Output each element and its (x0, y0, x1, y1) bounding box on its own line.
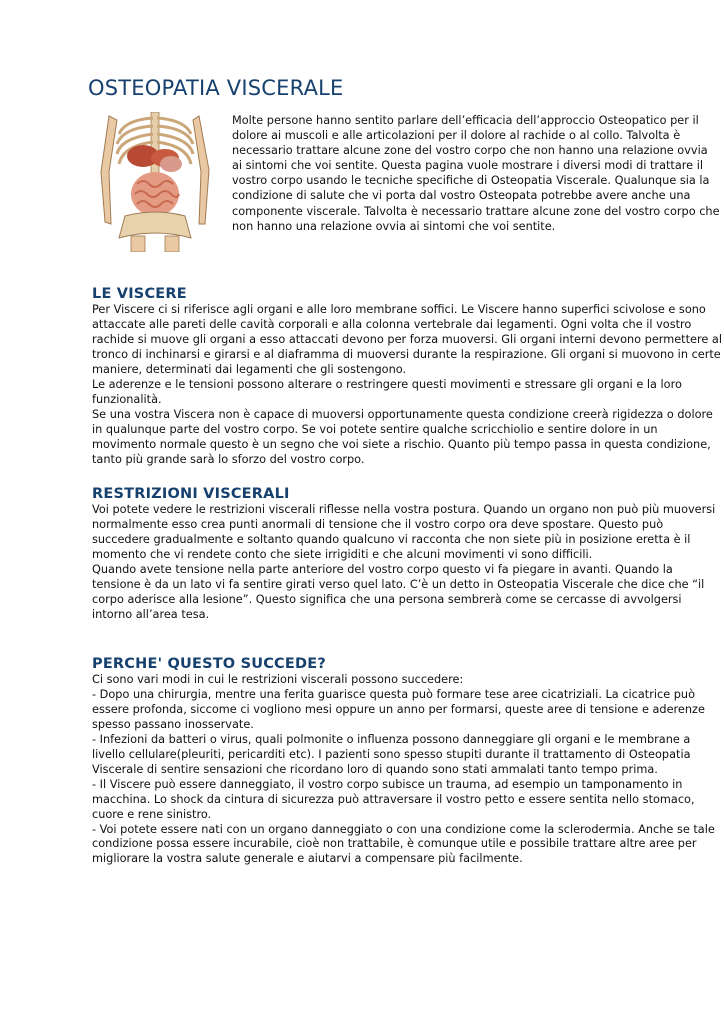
paragraph: - Dopo una chirurgia, mentre una ferita guarisce questa può formare tese aree cicatriziali. La cicatrice può essere profonda, siccome ci vogliono mesi oppure un anno per formarsi, queste aree di tensione e aderenze spesso passano inosservate. (92, 687, 705, 731)
intro-paragraph: Molte persone hanno sentito parlare dell’efficacia dell’approccio Osteopatico per il dolore ai muscoli e alle articolazioni per il dolore al rachide o al collo. Talvolta è necessario trattare alcune zone del vostro corpo che non hanno una relazione ovvia ai sintomi che voi sentite. Questa pagina vuole mostrare i diversi modi di trattare il vostro corpo usando le tecniche specifiche di Osteopatia Viscerale. Qualunque sia la condizione di salute che vi porta dal vostro Osteopata potrebbe avere anche una componente viscerale. Talvolta è necessario trattare alcune zone del vostro corpo che non hanno una relazione ovvia ai sintomi che voi sentite. (232, 114, 720, 233)
paragraph: Quando avete tensione nella parte anteriore del vostro corpo questo vi fa piegare in avanti. Quando la tensione è da un lato vi fa sentire girati verso quel lato. C’è un detto in Osteopatia Viscerale che dice che “il corpo aderisce alla lesione”. Questo significa che una persona sembrerà come se cercasse di avvolgersi intorno all’area tesa. (92, 562, 705, 621)
section-le-viscere (92, 285, 722, 467)
skeleton-viscera-illustration (95, 112, 215, 252)
paragraph: - Infezioni da batteri o virus, quali polmonite o influenza possono danneggiare gli organi e le membrane a livello cellulare(pleuriti, pericarditi etc). I pazienti sono spesso stupiti durante il trattamento di Osteopatia Viscerale di sentire sensazioni che ricordano loro di quando sono stati ammalati tanto tempo prima. (92, 732, 691, 776)
section-heading: LE VISCERE (92, 286, 187, 302)
page-title: OSTEOPATIA VISCERALE (88, 76, 344, 100)
paragraph: Per Viscere ci si riferisce agli organi e alle loro membrane soffici. Le Viscere hanno superfici scivolose e sono attaccate alle pareti delle cavità corporali e alla colonna vertebrale dai legamenti. Ogni volta che il vostro rachide si muove gli organi a esso attaccati devono per forza muoversi. Gli organi interni devono permettere al tronco di inchinarsi e girarsi e al diaframma di muoversi durante la respirazione. Gli organi si muovono in certe maniere, determinati dai legamenti che gli sostengono. (92, 303, 722, 376)
paragraph: Voi potete vedere le restrizioni viscerali riflesse nella vostra postura. Quando un organo non può più muoversi normalmente esso crea punti anormali di tensione che il vostro corpo ora deve spostare. Questo può succedere gradualmente e soltanto quando qualcuno vi racconta che non siete più in posizione eretta è il momento che vi rendete conto che siete irrigiditi e che alcuni movimenti vi sono difficili. (92, 503, 716, 561)
paragraph: - Voi potete essere nati con un organo danneggiato o con una condizione come la sclerodermia. Anche se tale condizione possa essere incurabile, cioè non trattabile, è comunque utile e possibile trattare altre aree per migliorare la vostra salute generale e aiutarvi a compensare più facilmente. (92, 822, 715, 866)
section-restrizioni-viscerali (92, 485, 722, 623)
paragraph: Se una vostra Viscera non è capace di muoversi opportunamente questa condizione creerà rigidezza o dolore in qualunque parte del vostro corpo. Se voi potete sentire qualche scricchiolio e sentire dolore in un movimento normale questo è un segno che voi siete a rischio. Quanto più tempo passa in questa condizione, tanto più grande sarà lo sforzo del vostro corpo. (92, 407, 713, 466)
paragraph: - Il Viscere può essere danneggiato, il vostro corpo subisce un trauma, ad esempio un tamponamento in macchina. Lo shock da cintura di sicurezza può attraversare il vostro petto e essere sentita nello stomaco, cuore e rene sinistro. (92, 777, 695, 821)
paragraph: Le aderenze e le tensioni possono alterare o restringere questi movimenti e stressare gli organi e la loro funzionalità. (92, 377, 682, 406)
section-perche-questo-succede (92, 655, 722, 867)
section-heading: PERCHE' QUESTO SUCCEDE? (92, 656, 326, 672)
section-heading: RESTRIZIONI VISCERALI (92, 486, 290, 502)
paragraph: Ci sono vari modi in cui le restrizioni viscerali possono succedere: (92, 673, 464, 686)
